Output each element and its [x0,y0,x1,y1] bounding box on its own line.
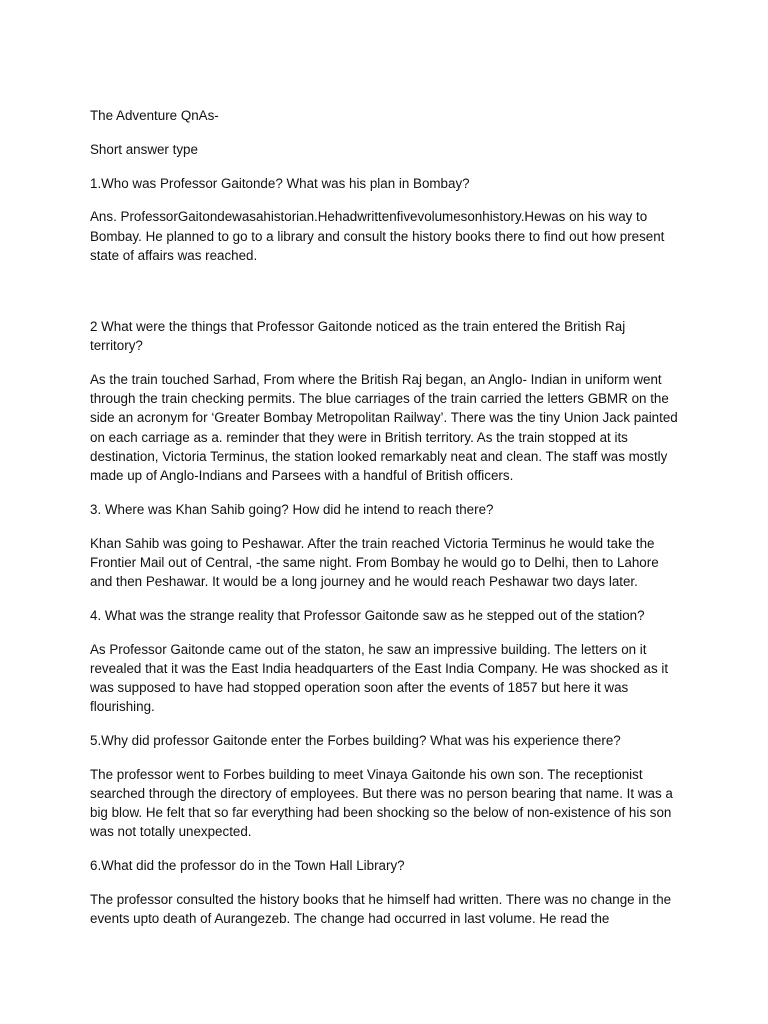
answer-2: As the train touched Sarhad, From where the British Raj began, an Anglo- Indian in uniform went through the train checking permits. The blue carriages of the train carried the letters GBMR on the side an acronym for ‘Greater Bombay Metropolitan Railway’. There was the tiny Union Jack painted on each carriage as a. reminder that they were in British territory. As the train stopped at its destination, Victoria Terminus, the station looked remarkably neat and clean. The staff was mostly made up of Anglo-Indians and Parsees with a handful of British officers. [90,372,678,484]
document-body [90,106,680,928]
question-5: 5.Why did professor Gaitonde enter the Forbes building? What was his experience there? [90,733,621,749]
question-6: 6.What did the professor do in the Town Hall Library? [90,858,405,874]
answer-4: As Professor Gaitonde came out of the staton, he saw an impressive building. The letters on it revealed that it was the East India headquarters of the East India Company. He was shocked as it was supposed to have had stopped operation soon after the events of 1857 but here it was flourishing. [90,641,669,715]
question-1: 1.Who was Professor Gaitonde? What was his plan in Bombay? [90,175,470,191]
document-title: The Adventure QnAs- [90,108,219,123]
question-3: 3. Where was Khan Sahib going? How did he intend to reach there? [90,501,494,517]
answer-6: The professor consulted the history books that he himself had written. There was no change in the events upto death of Aurangezeb. The change had occurred in last volume. He read the [90,892,672,927]
section-heading: Short answer type [90,141,198,157]
question-4: 4. What was the strange reality that Professor Gaitonde saw as he stepped out of the station? [90,607,645,623]
answer-1: Ans. ProfessorGaitondewasahistorian.Hehadwrittenfivevolumesonhistory.Hewas on his way to Bombay. He planned to go to a library and consult the history books there to find out how present state of affairs was reached. [90,209,665,263]
answer-3: Khan Sahib was going to Peshawar. After the train reached Victoria Terminus he would take the Frontier Mail out of Central, -the same night. From Bombay he would go to Delhi, then to Lahore and then Peshawar. It would be a long journey and he would reach Peshawar two days later. [90,535,659,590]
question-2: 2 What were the things that Professor Gaitonde noticed as the train entered the British Raj territory? [90,319,626,354]
answer-5: The professor went to Forbes building to meet Vinaya Gaitonde his own son. The receptionist searched through the directory of employees. But there was no person bearing that name. It was a big blow. He felt that so far everything had been shocking so the below of non-existence of his son was not totally unexpected. [90,766,673,840]
